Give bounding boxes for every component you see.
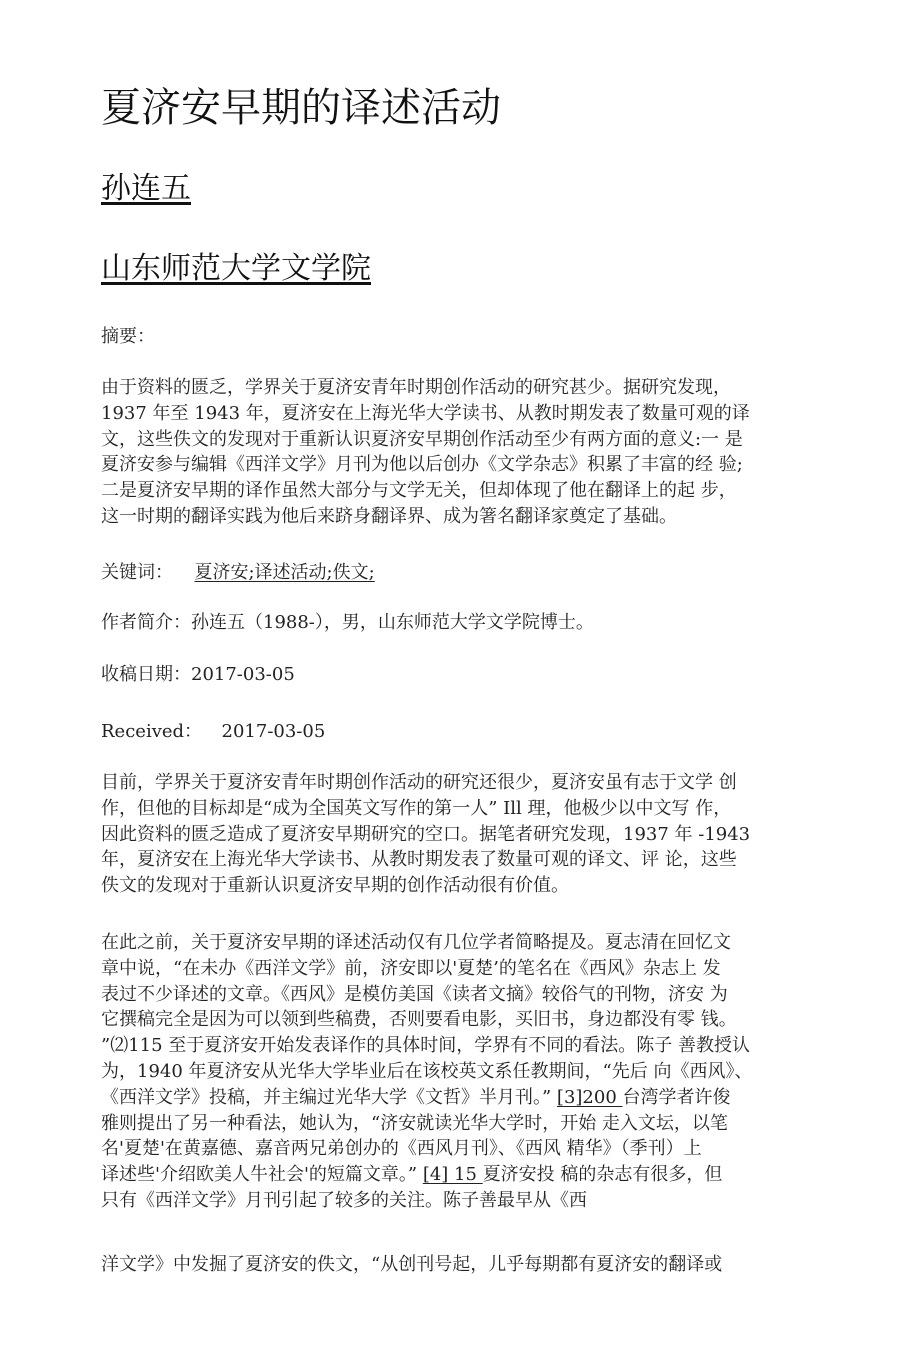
body-line: 作，但他的目标却是“成为全国英文写作的第一人” Ill 理，他极少以中文写 作， [101, 797, 732, 819]
body-paragraph-3 [101, 1252, 831, 1278]
body-line: 章中说，“在未办《西洋文学》前，济安即以'夏楚’的笔名在《西风》杂志上 发 [101, 957, 721, 979]
keywords-label: 关键词： [101, 562, 173, 583]
author-intro: 作者简介：孙连五（1988-），男，山东师范大学文学院博士。 [101, 612, 594, 633]
abstract-line: 由于资料的匮乏，学界关于夏济安青年时期创作活动的研究甚少。据研究发现， [101, 377, 731, 398]
received-date-en [101, 719, 325, 745]
body-line: ”⑵115 至于夏济安开始发表译作的具体时间，学界有不同的看法。陈子 善教授认 [101, 1035, 750, 1057]
received-en-label: Received： [101, 721, 203, 742]
paper-title: 夏济安早期的译述活动 [101, 85, 501, 131]
citation-link[interactable]: [3]200 [556, 1086, 623, 1108]
body-line: 目前，学界关于夏济安青年时期创作活动的研究还很少，夏济安虽有志于文学 创 [101, 772, 737, 793]
body-line: 它撰稿完全是因为可以领到些稿费，否则要看电影，买旧书，身边都没有零 钱。 [101, 1009, 737, 1031]
body-line: 为，1940 年夏济安从光华大学毕业后在该校英文系任教期间，“先后 向《西风》、 [101, 1060, 753, 1082]
body-text: 《西洋文学》投稿，并主编过光华大学《文哲》半月刊。” [101, 1086, 557, 1108]
received-en-date: 2017-03-05 [221, 721, 326, 742]
body-line [101, 1162, 831, 1188]
citation-link[interactable]: [4] 15 [422, 1164, 483, 1186]
abstract-line: 1937 年至 1943 年，夏济安在上海光华大学读书、从教时期发表了数量可观的译 [101, 402, 750, 424]
keywords-row [101, 560, 375, 586]
abstract-line: 二是夏济安早期的译作虽然大部分与文学无关，但却体现了他在翻译上的起 步， [101, 480, 737, 502]
body-line: 因此资料的匮乏造成了夏济安早期研究的空口。据笔者研究发现，1937 年 -1943 [101, 823, 751, 845]
abstract-label: 摘要： [101, 326, 155, 347]
body-text: 译述些'介绍欧美人牛社会'的短篇文章。” [101, 1164, 423, 1186]
author-name[interactable]: 孙连五 [101, 171, 191, 206]
body-paragraph-2 [101, 930, 831, 1214]
body-line: 只有《西洋文学》月刊引起了较多的关注。陈子善最早从《西 [101, 1189, 587, 1211]
body-text: 台湾学者许俊 [622, 1086, 731, 1108]
body-line: 名'夏楚'在黄嘉德、嘉音两兄弟创办的《西风月刊》、《西风 精华》（季刊）上 [101, 1138, 702, 1160]
author-affiliation[interactable]: 山东师范大学文学院 [101, 251, 371, 286]
abstract-line: 这一时期的翻译实践为他后来跻身翻译界、成为箸名翻译家奠定了基础。 [101, 505, 677, 527]
body-line [101, 1085, 831, 1111]
received-date-cn: 收稿日期：2017-03-05 [101, 664, 295, 685]
body-line: 洋文学》中发掘了夏济安的佚文，“从创刊号起，儿乎每期都有夏济安的翻译或 [101, 1254, 723, 1275]
abstract-line: 夏济安参与编辑《西洋文学》月刊为他以后创办《文学杂志》积累了丰富的经 验; [101, 454, 743, 476]
body-line: 年，夏济安在上海光华大学读书、从教时期发表了数量可观的译文、评 论，这些 [101, 849, 737, 871]
keywords-links[interactable]: 夏济安;译述活动;佚文; [194, 562, 375, 583]
body-text: 夏济安投 稿的杂志有很多，但 [482, 1164, 723, 1186]
body-line: 表过不少译述的文章。《西风》是模仿美国《读者文摘》较俗气的刊物，济安 为 [101, 983, 728, 1005]
body-line: 在此之前，关于夏济安早期的译述活动仅有几位学者简略提及。夏志清在回忆文 [101, 932, 731, 953]
abstract-line: 文，这些佚文的发现对于重新认识夏济安早期创作活动至少有两方面的意义:一 是 [101, 428, 743, 450]
body-line: 雅则提出了另一种看法，她认为，“济安就读光华大学时，开始 走入文坛，以笔 [101, 1112, 728, 1134]
body-line: 佚文的发现对于重新认识夏济安早期的创作活动很有价值。 [101, 875, 569, 897]
abstract-text [101, 375, 831, 530]
body-paragraph-1 [101, 770, 831, 899]
